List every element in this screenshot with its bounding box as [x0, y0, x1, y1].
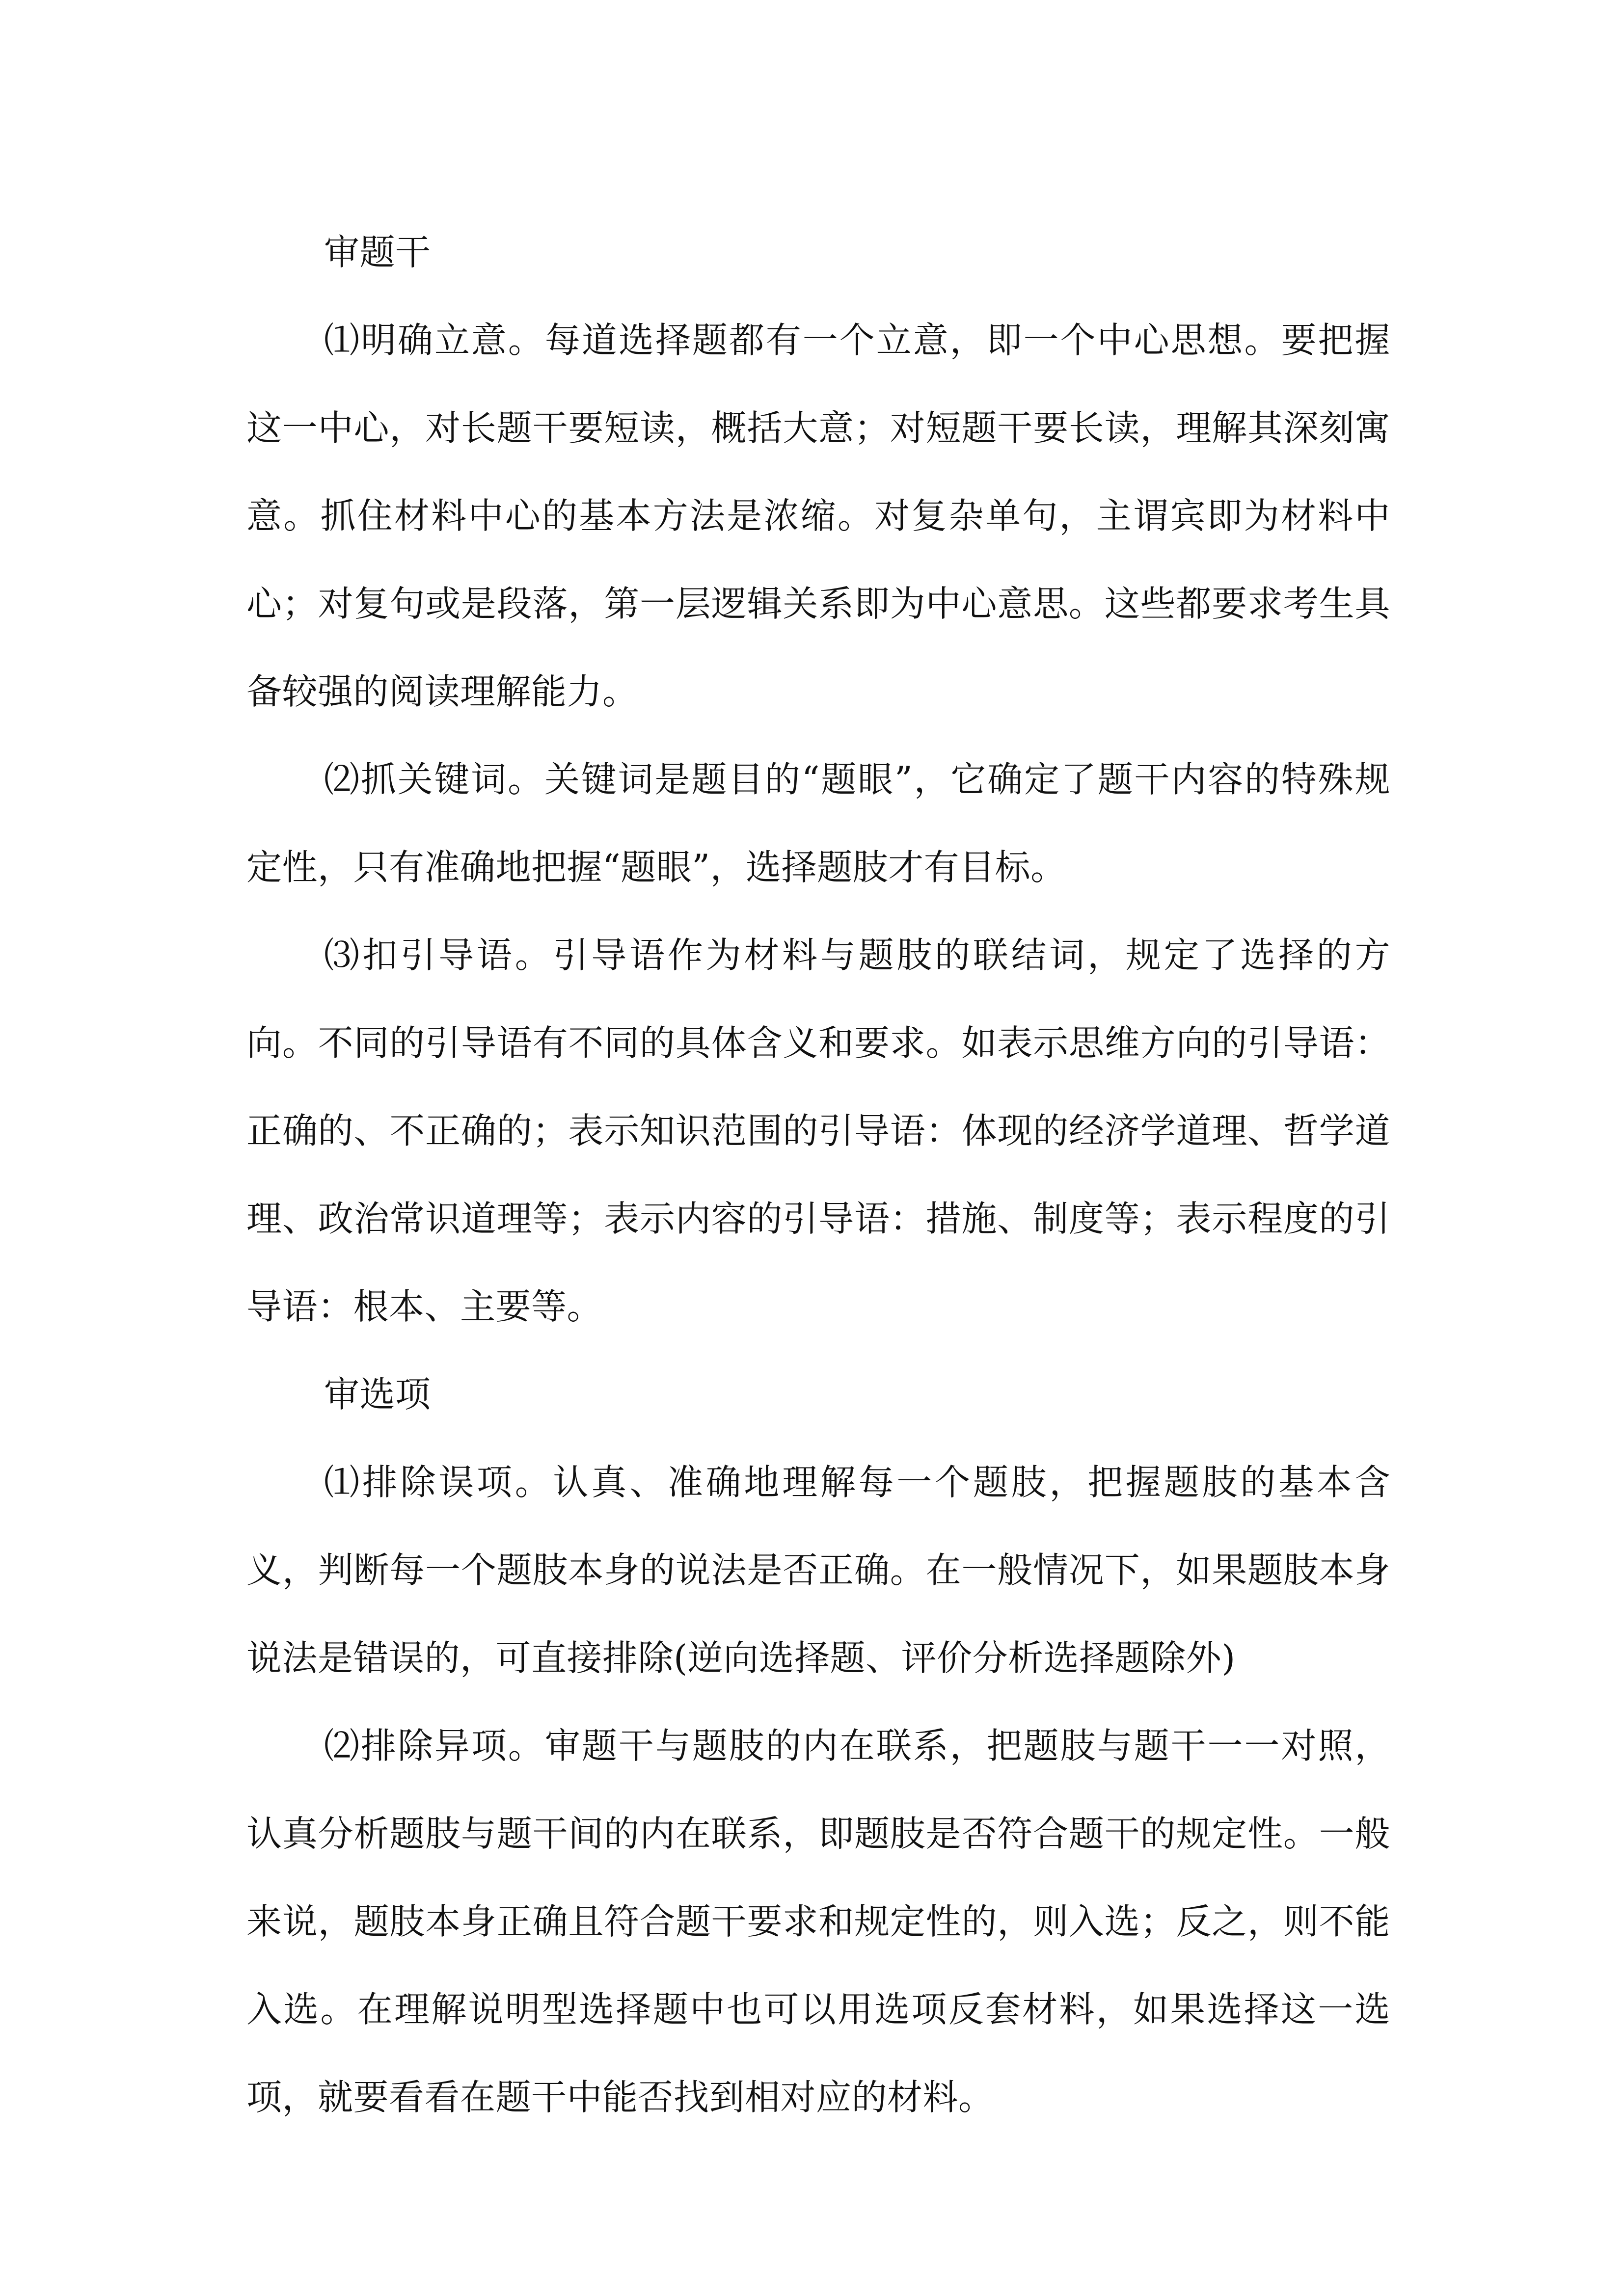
paragraph-exclude-irrelevant-options: ⑵排除异项。审题干与题肢的内在联系，把题肢与题干一一对照，认真分析题肢与题干间的内在联系，即题肢是否符合题干的规定性。一般来说，题肢本身正确且符合题干要求和规定性的，则入选；反之，则不能入选。在理解说明型选择题中也可以用选项反套材料，如果选择这一选项，就要看看在题干中能否找到相对应的材料。 [246, 1725, 1390, 2118]
section-heading-review-options: 审选项 [324, 1374, 431, 1415]
paragraph-key-words: ⑵抓关键词。关键词是题目的“题眼”，它确定了题干内容的特殊规定性，只有准确地把握“题眼”，选择题肢才有目标。 [246, 759, 1390, 888]
paragraph-clarify-intent: ⑴明确立意。每道选择题都有一个立意，即一个中心思想。要把握这一中心，对长题干要短读，概括大意；对短题干要长读，理解其深刻寓意。抓住材料中心的基本方法是浓缩。对复杂单句，主谓宾即为材料中心；对复句或是段落，第一层逻辑关系即为中心意思。这些都要求考生具备较强的阅读理解能力。 [246, 320, 1390, 712]
document-body [246, 209, 1390, 2141]
paragraph-guiding-words: ⑶扣引导语。引导语作为材料与题肢的联结词，规定了选择的方向。不同的引导语有不同的具体含义和要求。如表示思维方向的引导语：正确的、不正确的；表示知识范围的引导语：体现的经济学道理、哲学道理、政治常识道理等；表示内容的引导语：措施、制度等；表示程度的引导语：根本、主要等。 [246, 934, 1390, 1327]
section-heading-review-stem: 审题干 [324, 232, 431, 273]
paragraph-exclude-wrong-options: ⑴排除误项。认真、准确地理解每一个题肢，把握题肢的基本含义，判断每一个题肢本身的说法是否正确。在一般情况下，如果题肢本身说法是错误的，可直接排除(逆向选择题、评价分析选择题除外) [246, 1462, 1390, 1679]
